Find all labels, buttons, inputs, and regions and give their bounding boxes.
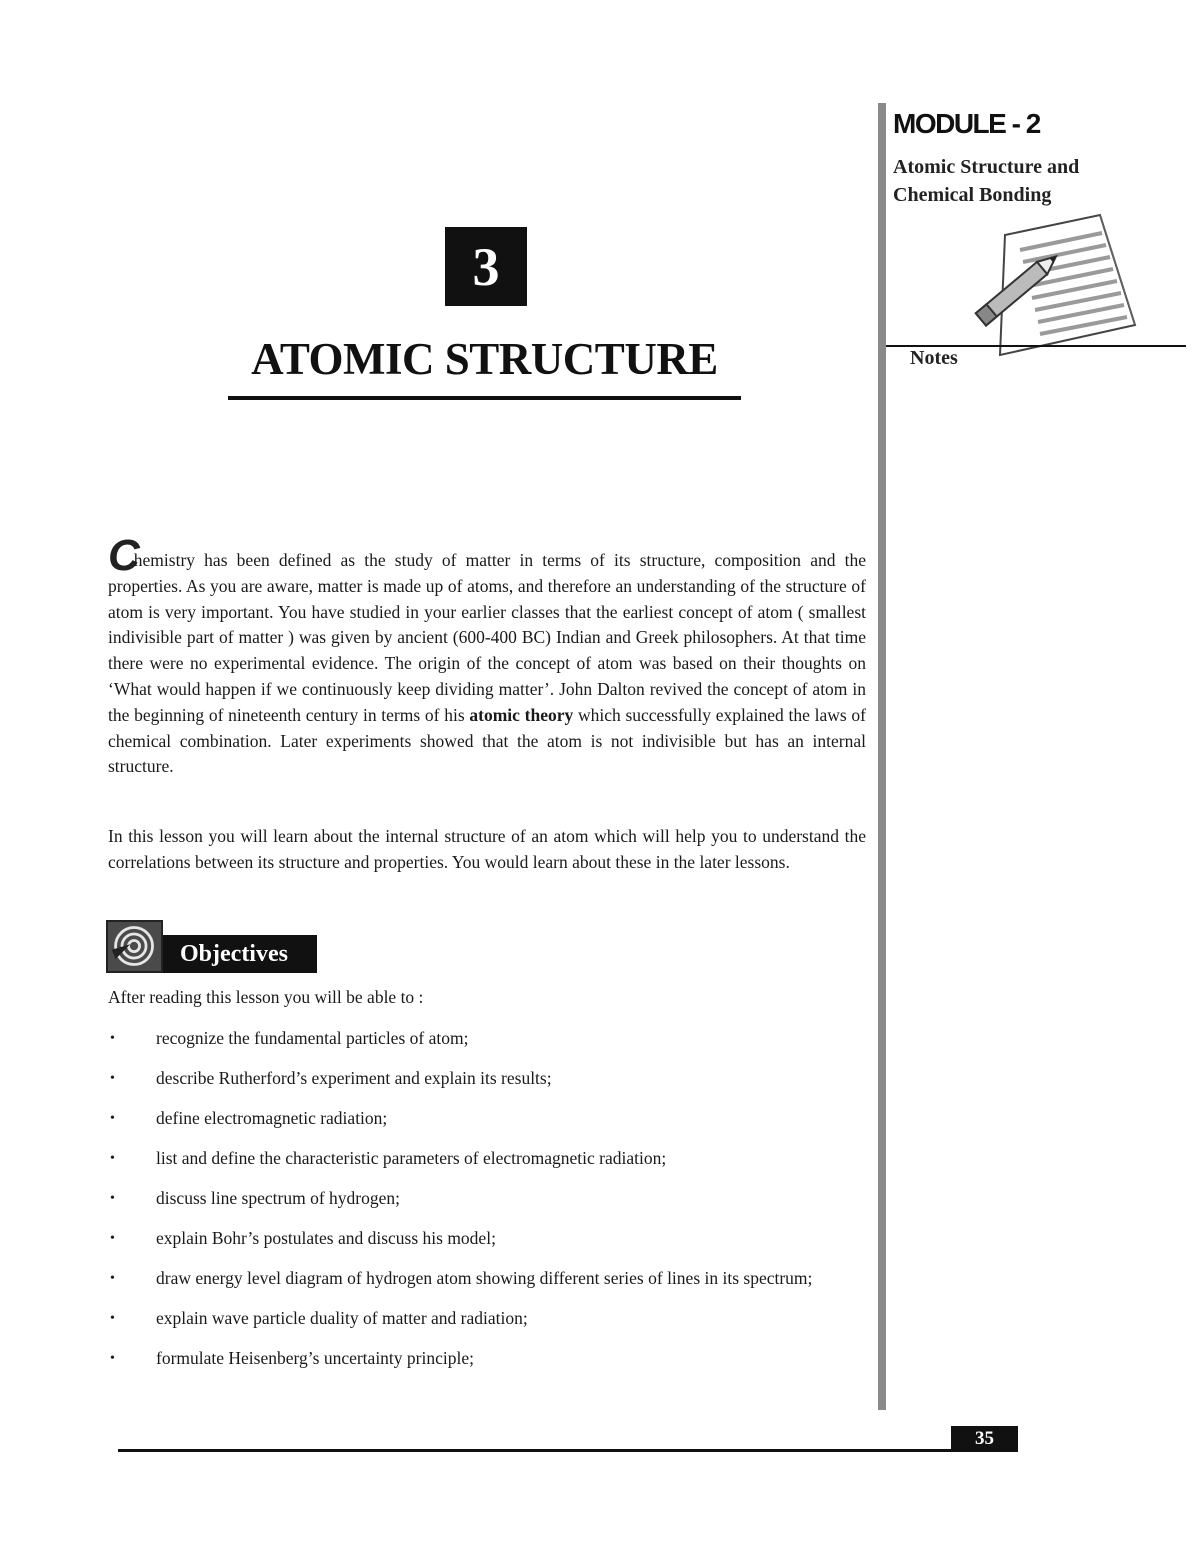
sidebar-rule — [878, 103, 886, 1410]
bullet-icon: • — [110, 1271, 115, 1286]
intro-paragraph-2: In this lesson you will learn about the internal structure of an atom which will help you to understand the correlations between its structure and properties. You would learn about these in the later lessons. — [108, 826, 866, 872]
bullet-icon: • — [110, 1031, 115, 1046]
objectives-list — [108, 1026, 866, 1386]
list-item-text: recognize the fundamental particles of atom; — [156, 1028, 469, 1048]
bullet-icon: • — [110, 1351, 115, 1366]
drop-cap: C — [108, 531, 134, 580]
module-subtitle-line2: Chemical Bonding — [893, 184, 1052, 206]
list-item — [108, 1186, 866, 1212]
list-item — [108, 1026, 866, 1052]
list-item-text: explain wave particle duality of matter and radiation; — [156, 1308, 528, 1328]
list-item — [108, 1266, 866, 1292]
page-number: 35 — [951, 1426, 1018, 1451]
list-item-text: define electromagnetic radiation; — [156, 1108, 388, 1128]
list-item-text: explain Bohr’s postulates and discuss his model; — [156, 1228, 496, 1248]
title-underline — [228, 396, 741, 400]
intro-paragraph-1 — [108, 531, 866, 780]
objectives-target-icon — [106, 920, 163, 973]
bullet-icon: • — [110, 1111, 115, 1126]
module-title: MODULE - 2 — [893, 108, 1040, 139]
module-subtitle — [893, 153, 1133, 209]
objectives-heading: Objectives — [163, 935, 317, 973]
list-item-text: formulate Heisenberg’s uncertainty principle; — [156, 1348, 474, 1368]
list-item — [108, 1106, 866, 1132]
list-item-text: draw energy level diagram of hydrogen atom showing different series of lines in its spectrum; — [156, 1268, 813, 1288]
list-item-text: list and define the characteristic parameters of electromagnetic radiation; — [156, 1148, 667, 1168]
atomic-theory-term: atomic theory — [469, 704, 574, 725]
bullet-icon: • — [110, 1071, 115, 1086]
bullet-icon: • — [110, 1231, 115, 1246]
module-subtitle-line1: Atomic Structure and — [893, 156, 1080, 178]
bullet-icon: • — [110, 1311, 115, 1326]
bullet-icon: • — [110, 1151, 115, 1166]
list-item — [108, 1066, 866, 1092]
list-item-text: discuss line spectrum of hydrogen; — [156, 1188, 400, 1208]
list-item — [108, 1226, 866, 1252]
notes-label: Notes — [910, 347, 958, 369]
list-item — [108, 1346, 866, 1372]
intro-text-1: hemistry has been defined as the study of matter in terms of its structure, composition and the properties. As you are aware, matter is made up of atoms, and therefore an understanding of the structure of atom is very important. You have studied in your earlier classes that the earliest concept of atom ( smallest indivisible part of matter ) was given by ancient (600-400 BC) Indian and Greek philosophers. At that time there were no experimental evidence. The origin of the concept of atom was based on their thoughts on ‘What would happen if we continuously keep dividing matter’. John Dalton revived the concept of atom in the beginning of nineteenth century in terms of his — [108, 550, 866, 725]
objectives-intro: After reading this lesson you will be able to : — [108, 987, 424, 1007]
intro-text-2: which successfully explained the laws of chemical combination. Later experiments showed that the atom is not indivisible but has an internal structure. — [108, 704, 866, 777]
list-item-text: describe Rutherford’s experiment and explain its results; — [156, 1068, 552, 1088]
chapter-title: ATOMIC STRUCTURE — [251, 334, 718, 384]
list-item — [108, 1146, 866, 1172]
footer-rule — [118, 1449, 1018, 1452]
chapter-number: 3 — [445, 227, 527, 306]
bullet-icon: • — [110, 1191, 115, 1206]
list-item — [108, 1306, 866, 1332]
